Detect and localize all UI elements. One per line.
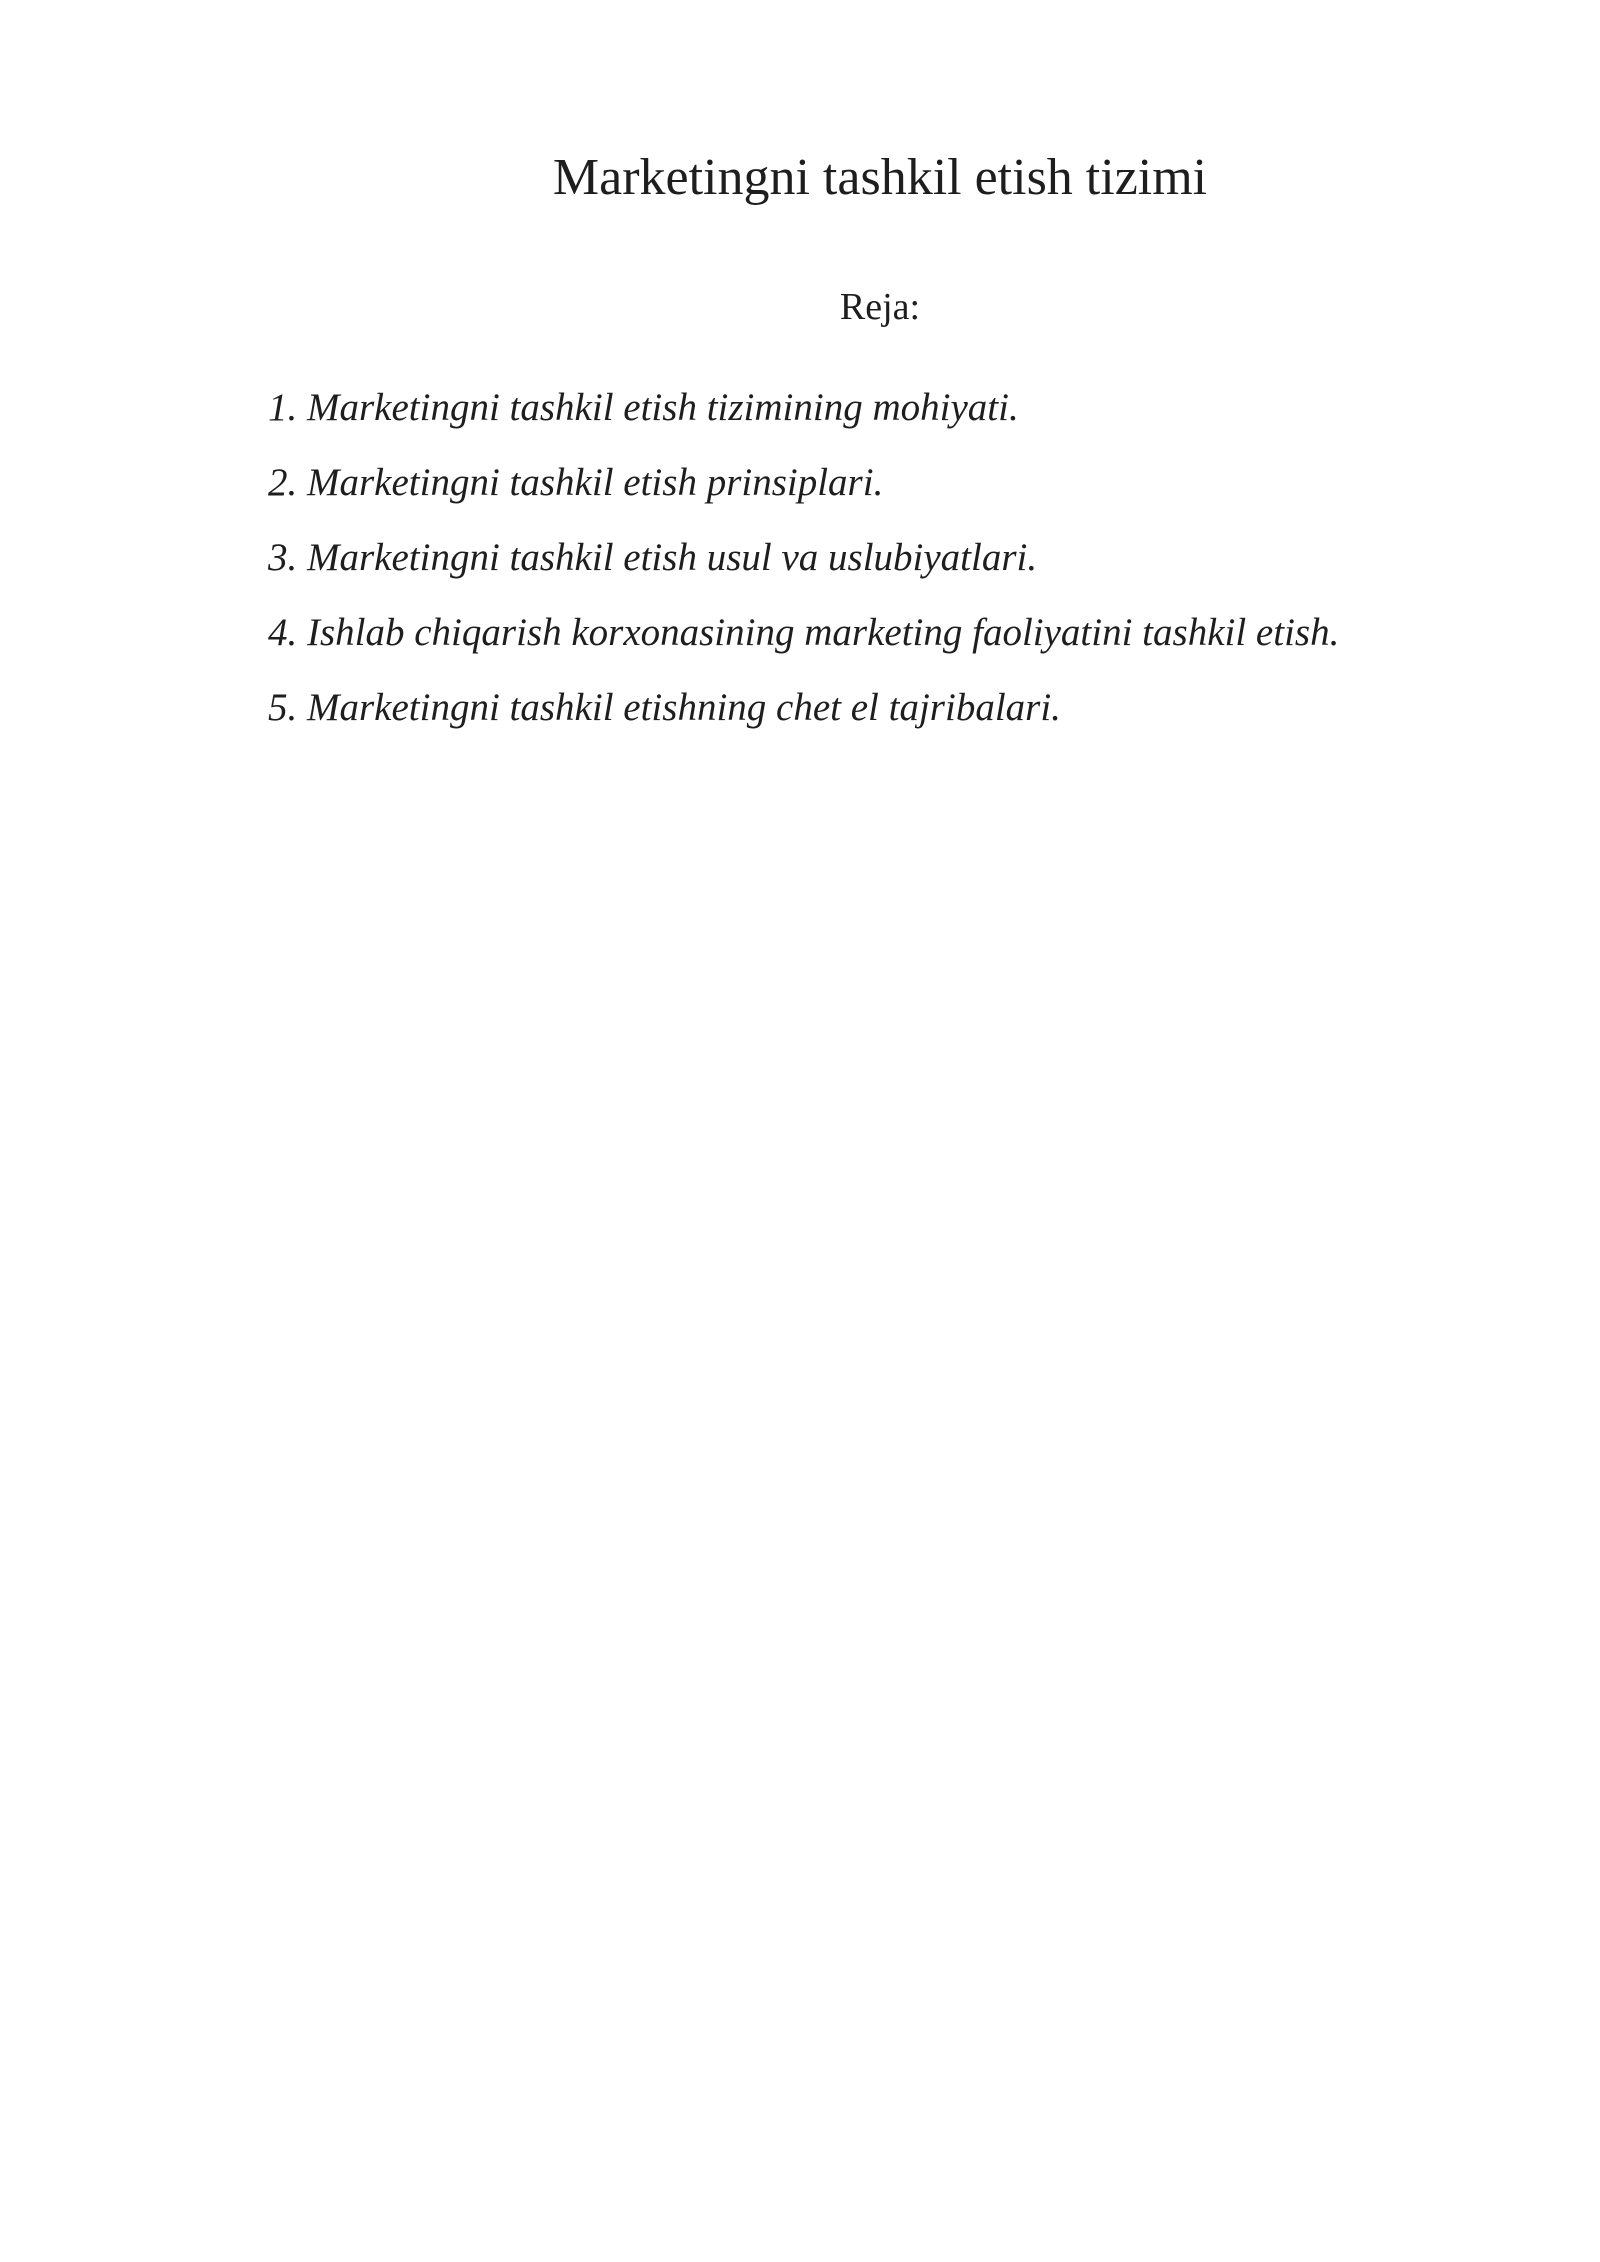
plan-list [268,386,1339,761]
plan-item-2: 2. Marketingni tashkil etish prinsiplari. [268,461,884,504]
plan-item-1: 1. Marketingni tashkil etish tizimining mohiyati. [268,386,1019,429]
plan-item-4: 4. Ishlab chiqarish korxonasining marketing faoliyatini tashkil etish. [268,611,1340,654]
plan-item-5: 5. Marketingni tashkil etishning chet el tajribalari. [268,686,1061,729]
plan-heading: Reja: [839,286,921,328]
plan-item-3: 3. Marketingni tashkil etish usul va uslubiyatlari. [268,536,1038,579]
page-title: Marketingni tashkil etish tizimi [552,149,1208,206]
